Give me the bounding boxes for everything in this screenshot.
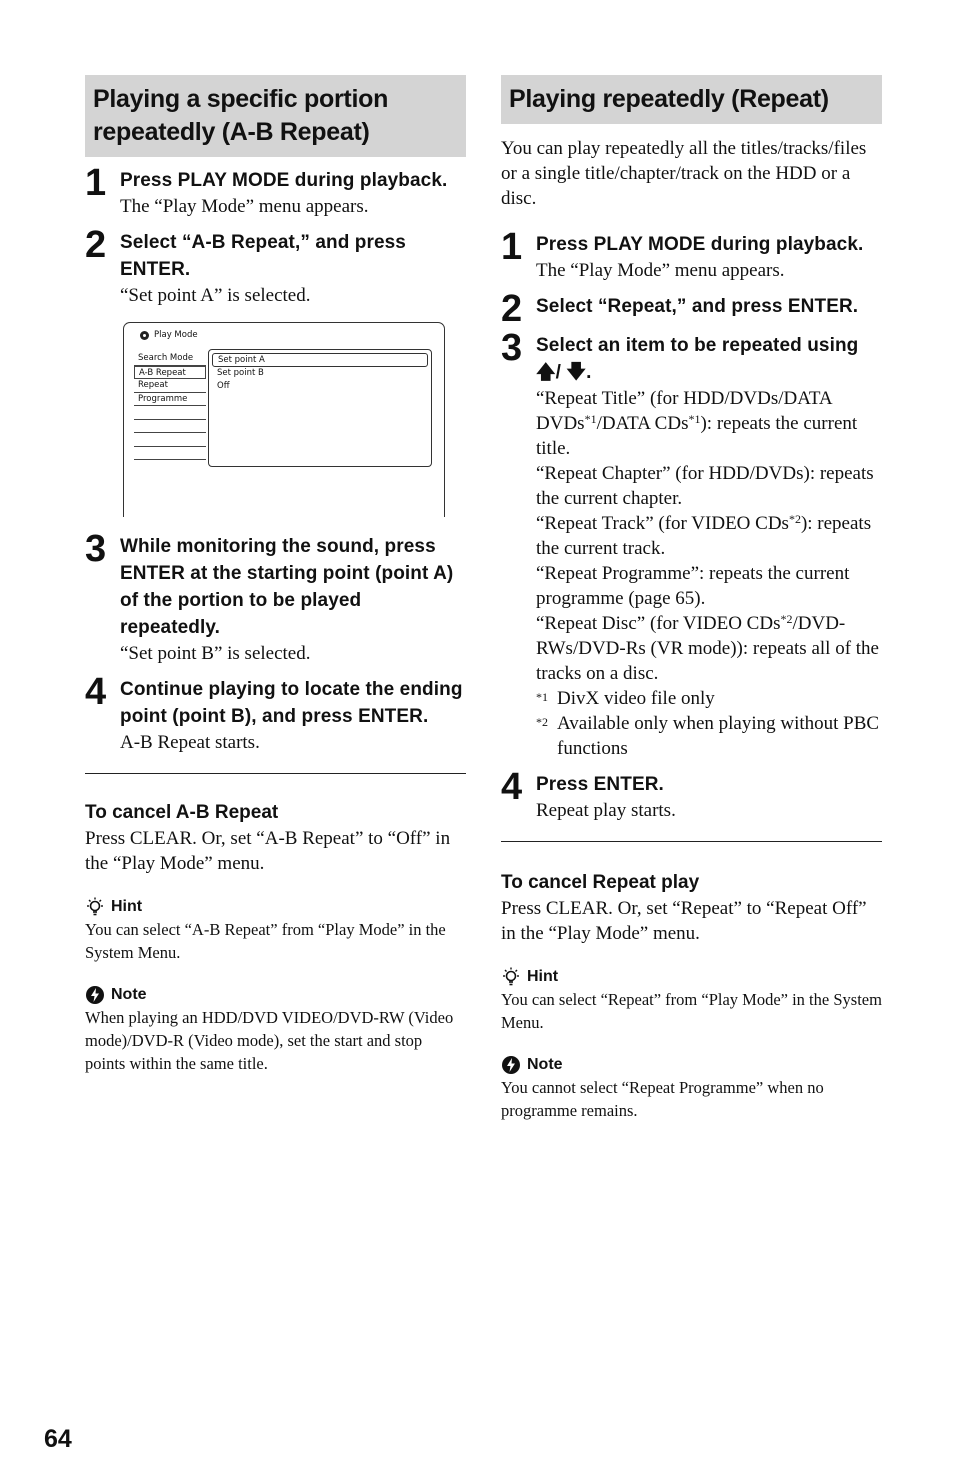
option: Set point B [217, 367, 264, 378]
step-heading [536, 332, 882, 386]
step-heading: Press PLAY MODE during playback. [120, 170, 448, 191]
section-heading-ab-repeat: Playing a specific portion repeatedly (A-B Repeat) [85, 75, 466, 157]
text: “Repeat Track” (for VIDEO CDs [536, 513, 789, 534]
step-3 [85, 528, 466, 666]
step-heading: While monitoring the sound, press ENTER at the starting point (point A) of the portion to be played repeatedly. [120, 536, 454, 638]
hint-bulb-icon [85, 897, 105, 917]
repeat-title-desc [536, 386, 882, 461]
note-text: When playing an HDD/DVD VIDEO/DVD-RW (Video mode)/DVD-R (Video mode), set the start and stop points within the same title. [85, 1008, 454, 1073]
step-heading: Continue playing to locate the ending point (point B), and press ENTER. [120, 679, 463, 727]
menu-item-empty [134, 433, 206, 447]
hint-text: You can select “Repeat” from “Play Mode” in the System Menu. [501, 990, 882, 1032]
repeat-chapter-desc: “Repeat Chapter” (for HDD/DVDs): repeats the current chapter. [536, 463, 874, 509]
divider [501, 841, 882, 842]
hint-text: You can select “A-B Repeat” from “Play Mode” in the System Menu. [85, 920, 446, 962]
step-2 [85, 224, 466, 308]
menu-item: Repeat [134, 379, 206, 393]
step-text: A-B Repeat starts. [120, 732, 260, 753]
step-number: 4 [501, 766, 523, 808]
down-arrow-icon: 🡇 [566, 361, 587, 383]
intro-text: You can play repeatedly all the titles/tracks/files or a single title/chapter/track on the HDD or a disc. [501, 138, 867, 209]
repeat-programme-desc: “Repeat Programme”: repeats the current programme (page 65). [536, 563, 850, 609]
step-text [536, 386, 882, 761]
step-heading: Select “Repeat,” and press ENTER. [536, 296, 859, 317]
note-heading [85, 984, 466, 1006]
disc-icon [140, 331, 149, 340]
menu-item: Programme [134, 393, 206, 407]
menu-item-empty [134, 406, 206, 420]
footnote-text: Available only when playing without PBC functions [557, 713, 880, 759]
step-text: The “Play Mode” menu appears. [120, 196, 369, 217]
note-warning-icon [501, 1055, 521, 1075]
menu-item-selected: A-B Repeat [134, 366, 206, 380]
option: Off [217, 381, 230, 391]
menu-item-empty [134, 447, 206, 461]
text: /DATA CDs [596, 413, 689, 434]
footnote-mark: *1 [584, 412, 597, 426]
screen-title [140, 330, 198, 340]
divider [85, 773, 466, 774]
step-number: 1 [85, 162, 107, 204]
step-number: 2 [501, 288, 523, 330]
left-column [85, 75, 466, 1075]
footnote-mark: *1 [688, 412, 701, 426]
play-mode-screen-illustration [123, 322, 445, 517]
note-text: You cannot select “Repeat Programme” when no programme remains. [501, 1078, 824, 1120]
screen-menu [134, 352, 206, 460]
step-text: Repeat play starts. [536, 800, 676, 821]
menu-item-empty [134, 420, 206, 434]
up-arrow-icon: 🡅 [536, 361, 556, 383]
step-4 [85, 671, 466, 755]
step-3 [501, 327, 882, 761]
step-2 [501, 288, 882, 330]
repeat-disc-desc [536, 611, 882, 686]
screen-options-panel [208, 349, 432, 467]
note-label: Note [527, 1056, 563, 1073]
text: ): repeats the current title. [536, 413, 858, 459]
text: “Repeat Disc” (for VIDEO CDs [536, 613, 781, 634]
section-heading-repeat: Playing repeatedly (Repeat) [501, 75, 882, 124]
text: /DVD-RWs/DVD-Rs (VR mode)): repeats all of the tracks on a disc. [536, 613, 879, 684]
text: ): repeats the current track. [536, 513, 872, 559]
note-label: Note [111, 986, 147, 1003]
note-warning-icon [85, 985, 105, 1005]
screen-title-text: Play Mode [154, 330, 198, 340]
footnote-1: *1 DivX video file only [536, 688, 715, 709]
hint-heading [85, 896, 466, 918]
step-heading: Select “A-B Repeat,” and press ENTER. [120, 232, 406, 280]
step-1 [85, 162, 466, 219]
repeat-track-desc [536, 511, 882, 561]
note-heading [501, 1054, 882, 1076]
step-number: 3 [85, 528, 107, 570]
step-number: 3 [501, 327, 523, 369]
option-selected: Set point A [212, 353, 428, 367]
hint-bulb-icon [501, 967, 521, 987]
step-text: “Set point A” is selected. [120, 285, 311, 306]
cancel-heading: To cancel Repeat play [501, 872, 700, 893]
page-number: 64 [44, 1425, 72, 1453]
hint-heading [501, 966, 882, 988]
step-4 [501, 766, 882, 823]
step-heading: Press ENTER. [536, 774, 664, 795]
right-column [501, 75, 882, 1122]
cancel-text: Press CLEAR. Or, set “Repeat” to “Repeat Off” in the “Play Mode” menu. [501, 898, 867, 944]
footnote-mark: *2 [780, 612, 793, 626]
period: . [586, 362, 592, 383]
cancel-text: Press CLEAR. Or, set “A-B Repeat” to “Off” in the “Play Mode” menu. [85, 828, 451, 874]
step-number: 4 [85, 671, 107, 713]
step-1 [501, 226, 882, 283]
hint-label: Hint [111, 898, 143, 915]
cancel-heading: To cancel A-B Repeat [85, 802, 279, 823]
menu-item: Search Mode [134, 352, 206, 366]
footnote-text: DivX video file only [557, 688, 715, 709]
footnote-2: *2 Available only when playing without PBC functions [536, 713, 880, 759]
slash: / [555, 362, 562, 383]
step-heading: Press PLAY MODE during playback. [536, 234, 864, 255]
footnote-mark: *2 [788, 512, 801, 526]
hint-label: Hint [527, 968, 559, 985]
text: “Repeat Title” (for HDD/DVDs/DATA DVDs [536, 388, 832, 434]
step-number: 2 [85, 224, 107, 266]
step-text: “Set point B” is selected. [120, 643, 311, 664]
step-heading-text: Select an item to be repeated using [536, 335, 859, 356]
step-text: The “Play Mode” menu appears. [536, 260, 785, 281]
step-number: 1 [501, 226, 523, 268]
